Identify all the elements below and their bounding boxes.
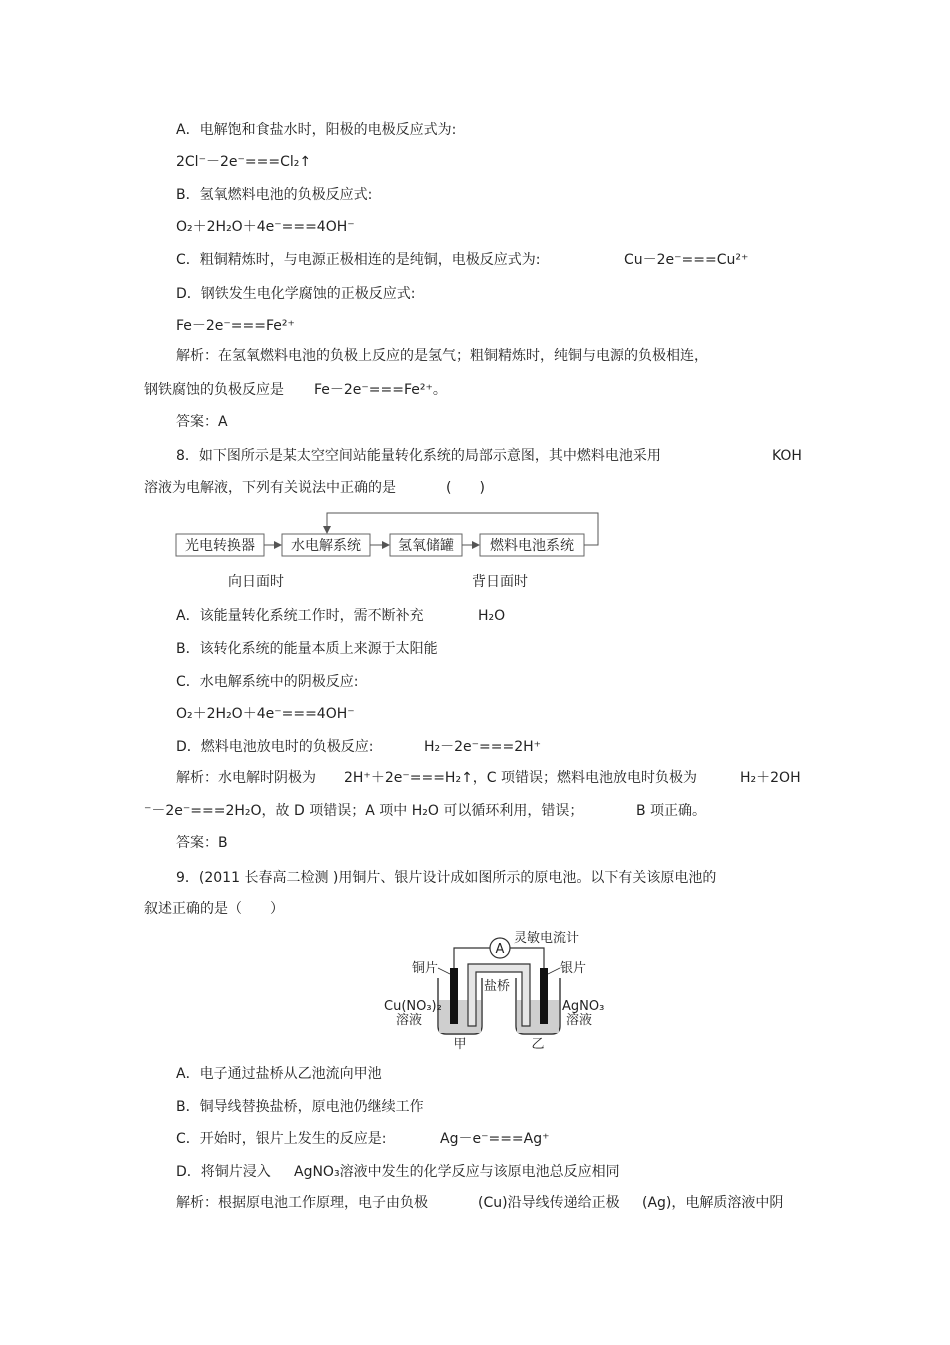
q9-option-c: C．开始时，银片上发生的反应是: [176, 1131, 387, 1147]
left-solution-label-1: Cu(NO₃)₂ [384, 999, 442, 1014]
q7-option-a: A．电解饱和食盐水时，阳极的电极反应式为: [176, 122, 457, 138]
galvanometer-label: 灵敏电流计 [514, 931, 580, 946]
q9-analysis-part-3: (Ag)，电解质溶液中阴 [642, 1195, 784, 1211]
q8-analysis-part-1: 解析：水电解时阴极为 [176, 770, 316, 786]
q9-analysis-part-1: 解析：根据原电池工作原理，电子由负极 [176, 1195, 428, 1211]
galvanometer-symbol: A [495, 942, 505, 957]
q8-analysis-part-3: H₂＋2OH [740, 770, 801, 786]
q7-option-d: D．钢铁发生电化学腐蚀的正极反应式: [176, 286, 416, 302]
energy-flow-diagram [170, 508, 610, 560]
q8-option-c-equation: O₂＋2H₂O＋4e⁻===4OH⁻ [176, 706, 355, 722]
q7-option-c: C．粗铜精炼时，与电源正极相连的是纯铜，电极反应式为: [176, 252, 541, 268]
q7-analysis-line-2: 钢铁腐蚀的负极反应是 [144, 382, 284, 398]
left-cell-label: 甲 [453, 1037, 467, 1052]
copper-label: 铜片 [412, 961, 439, 976]
q8-option-c: C．水电解系统中的阴极反应: [176, 674, 359, 690]
q9-option-a: A．电子通过盐桥从乙池流向甲池 [176, 1066, 382, 1082]
q9-stem-line-1: 9．(2011 长春高二检测 )用铜片、银片设计成如图所示的原电池。以下有关该原电池的 [176, 870, 717, 886]
q9-option-c-equation: Ag－e⁻===Ag⁺ [440, 1131, 550, 1147]
q9-option-d-part-1: D．将铜片浸入 [176, 1164, 271, 1180]
q8-stem-line-2: 溶液为电解液，下列有关说法中正确的是 [144, 480, 396, 496]
q8-stem-koh: KOH [772, 448, 802, 464]
copper-electrode [450, 968, 458, 1024]
q9-option-d-part-2: AgNO₃溶液中发生的化学反应与该原电池总反应相同 [294, 1164, 620, 1180]
q8-analysis-line-2-end: B 项正确。 [636, 803, 707, 819]
copper-label-line [438, 968, 450, 974]
q8-option-b: B．该转化系统的能量本质上来源于太阳能 [176, 641, 438, 657]
q7-option-a-equation: 2Cl⁻－2e⁻===Cl₂↑ [176, 154, 312, 170]
q8-option-d-equation: H₂－2e⁻===2H⁺ [424, 739, 542, 755]
q7-analysis-equation: Fe－2e⁻===Fe²⁺。 [314, 382, 447, 398]
q7-option-b: B．氢氧燃料电池的负极反应式: [176, 187, 373, 203]
left-solution-label-2: 溶液 [396, 1013, 423, 1028]
q8-answer: 答案：B [176, 835, 228, 851]
q7-option-c-equation: Cu－2e⁻===Cu²⁺ [624, 252, 749, 268]
silver-electrode [540, 968, 548, 1024]
q8-analysis-line-2: ⁻－2e⁻===2H₂O，故 D 项错误；A 项中 H₂O 可以循环利用，错误； [144, 803, 584, 819]
flow-caption-sun-side: 向日面时 [228, 574, 284, 590]
silver-label-line [548, 968, 560, 974]
q9-option-b: B．铜导线替换盐桥，原电池仍继续工作 [176, 1099, 424, 1115]
q8-stem-paren: ( ) [446, 480, 485, 496]
q7-analysis-line-1: 解析：在氢氧燃料电池的负极上反应的是氢气；粗铜精炼时，纯铜与电源的负极相连， [176, 348, 708, 364]
right-solution-label-2: 溶液 [566, 1013, 593, 1028]
q8-option-a: A．该能量转化系统工作时，需不断补充 [176, 608, 424, 624]
flow-label-electrolysis: 水电解系统 [291, 538, 361, 554]
q8-stem-line-1: 8．如下图所示是某太空空间站能量转化系统的局部示意图，其中燃料电池采用 [176, 448, 661, 464]
flow-label-fuel-cell: 燃料电池系统 [490, 538, 574, 554]
galvanic-cell-figure [382, 926, 622, 1052]
flow-caption-shade-side: 背日面时 [472, 574, 528, 590]
flow-label-photoelectric: 光电转换器 [185, 538, 255, 554]
q9-analysis-part-2: (Cu)沿导线传递给正极 [478, 1195, 620, 1211]
right-solution-label-1: AgNO₃ [562, 999, 605, 1014]
q8-option-a-h2o: H₂O [478, 608, 506, 624]
q9-stem-line-2: 叙述正确的是（ ） [144, 901, 284, 917]
q8-option-d: D．燃料电池放电时的负极反应: [176, 739, 374, 755]
q7-option-d-equation: Fe－2e⁻===Fe²⁺ [176, 318, 295, 334]
q7-option-b-equation: O₂＋2H₂O＋4e⁻===4OH⁻ [176, 219, 355, 235]
salt-bridge-label: 盐桥 [484, 979, 511, 994]
right-cell-label: 乙 [531, 1037, 545, 1052]
flow-label-storage: 氢氧储罐 [398, 538, 454, 554]
q7-answer: 答案：A [176, 414, 228, 430]
q8-analysis-part-2: 2H⁺＋2e⁻===H₂↑，C 项错误；燃料电池放电时负极为 [344, 770, 698, 786]
silver-label: 银片 [560, 961, 587, 976]
